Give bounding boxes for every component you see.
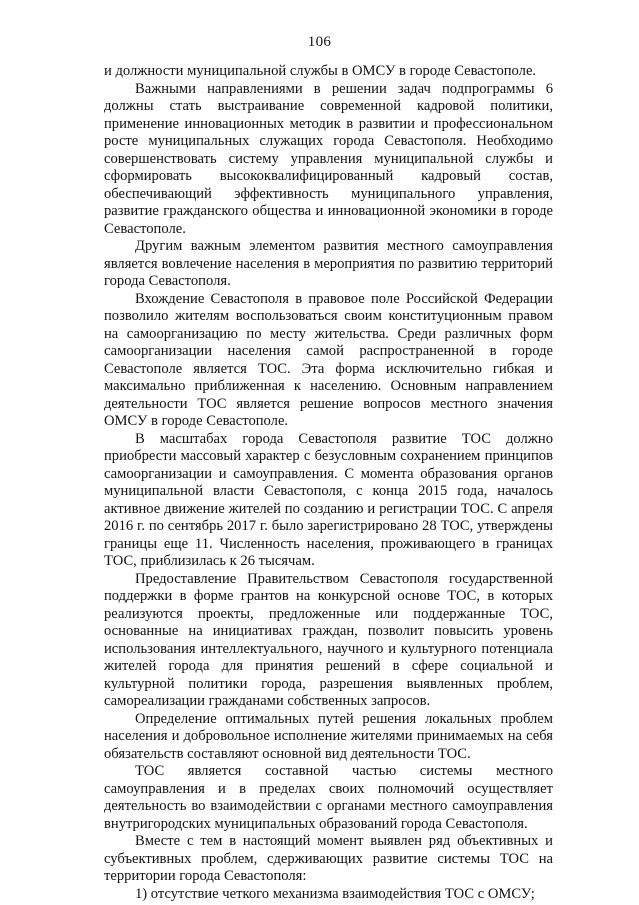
- paragraph: Вместе с тем в настоящий момент выявлен ряд объективных и субъективных проблем, сдерживающих развитие системы ТОС на территории города Севастополя:: [104, 833, 553, 884]
- paragraph: ТОС является составной частью системы местного самоуправления и в пределах своих полномочий осуществляет деятельность во взаимодействии с органами местного самоуправления внутригородских муниципальных образований города Севастополя.: [104, 763, 553, 832]
- document-body: [104, 63, 553, 903]
- list-item: 1) отсутствие четкого механизма взаимодействия ТОС с ОМСУ;: [135, 885, 535, 902]
- paragraph: Важными направлениями в решении задач подпрограммы 6 должны стать выстраивание современной кадровой политики, применение инновационных методик в развитии и профессиональном росте муниципальных служащих города Севастополя. Необходимо совершенствовать систему управления муниципальной службы и сформировать высококвалифицированный кадровый состав, обеспечивающий эффективность муниципального управления, развитие гражданского общества и инновационной экономики в городе Севастополе.: [104, 80, 553, 237]
- paragraph: В масштабах города Севастополя развитие ТОС должно приобрести массовый характер с безусловным сохранением принципов самоорганизации и самоуправления. С момента образования органов муниципальной власти Севастополя, с конца 2015 года, началось активное движение жителей по созданию и регистрации ТОС. С апреля 2016 г. по сентябрь 2017 г. было зарегистрировано 28 ТОС, утверждены границы еще 11. Численность населения, проживающего в границах ТОС, приблизилась к 26 тысячам.: [104, 430, 553, 569]
- paragraph: Вхождение Севастополя в правовое поле Российской Федерации позволило жителям воспользоваться своим конституционным правом на самоорганизацию по месту жительства. Среди различных форм самоорганизации населения самой распространенной в городе Севастополе является ТОС. Эта форма исключительно гибкая и максимально приближенная к населению. Основным направлением деятельности ТОС является решение вопросов местного значения ОМСУ в городе Севастополе.: [104, 290, 553, 429]
- paragraph: Другим важным элементом развития местного самоуправления является вовлечение населения в мероприятия по развитию территорий города Севастополя.: [104, 238, 553, 289]
- page-number: 106: [307, 34, 332, 50]
- paragraph: Определение оптимальных путей решения локальных проблем населения и добровольное исполнение жителями принимаемых на себя обязательств составляют основной вид деятельности ТОС.: [104, 710, 553, 762]
- paragraph: Предоставление Правительством Севастополя государственной поддержки в форме грантов на конкурсной основе ТОС, в которых реализуются проекты, предложенные или поддержанные ТОС, основанные на инициативах граждан, позволит повысить уровень использования интеллектуального, научного и культурного потенциала жителей города для принятия решений в сфере социальной и культурной политики города, разрешения выявленных проблем, самореализации гражданами собственных запросов.: [104, 570, 553, 709]
- paragraph: и должности муниципальной службы в ОМСУ в городе Севастополе.: [104, 63, 537, 79]
